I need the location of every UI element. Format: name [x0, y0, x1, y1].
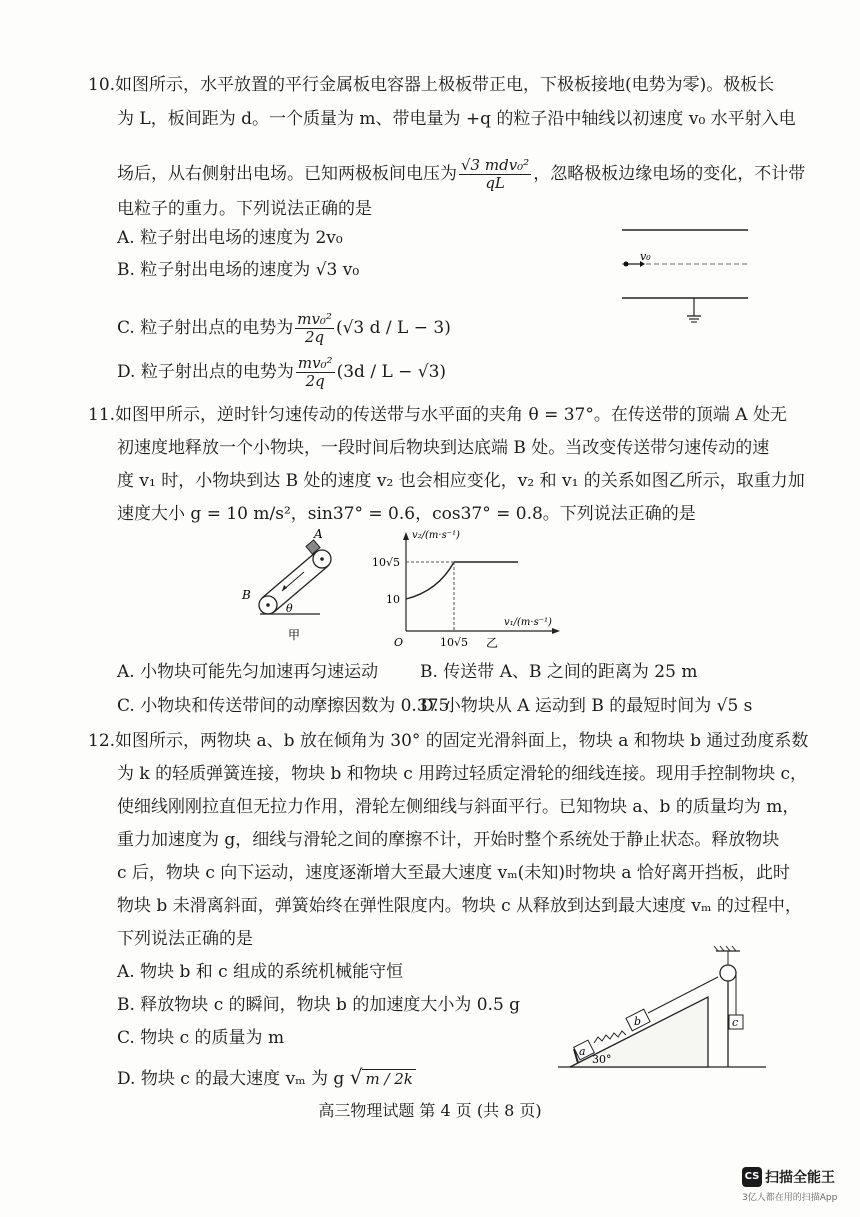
q12-line-7: 下列说法正确的是 [117, 929, 253, 949]
q12-incline-figure [548, 945, 770, 1075]
q10-line-1: 10.如图所示，水平放置的平行金属板电容器上极板带正电，下极板接地(电势为零)。极板长 [88, 75, 775, 95]
scanner-watermark [742, 1166, 852, 1203]
cs-logo-icon: CS [742, 1167, 762, 1187]
q10-voltage-denominator: qL [485, 174, 505, 192]
q10-line-3-end: ，忽略极板边缘电场的变化，不计带 [533, 164, 806, 184]
q11-graph [368, 526, 568, 651]
y-tick-1: 10√5 [372, 556, 401, 569]
brand-tagline: 3亿人都在用的扫描App [742, 1192, 838, 1203]
particle [624, 262, 629, 267]
q12-line-1: 12.如图所示，两物块 a、b 放在倾角为 30° 的固定光滑斜面上，物块 a 和物块 b 通过劲度系数 [88, 731, 809, 751]
q12-option-c: C. 物块 c 的质量为 m [117, 1028, 285, 1048]
q10-option-d-numerator: mv₀² [297, 354, 333, 372]
q10-option-a: A. 粒子射出电场的速度为 2v₀ [117, 228, 343, 248]
q10-option-c-denominator: 2q [305, 328, 325, 346]
q10-option-d-bracket: (3d / L − √3) [336, 362, 447, 382]
q10-voltage-numerator: √3 mdv₀² [461, 156, 530, 174]
q11-option-b: B. 传送带 A、B 之间的距离为 25 m [420, 662, 698, 682]
q12-line-6: 物块 b 未滑离斜面，弹簧始终在弹性限度内。物块 c 从释放到达到最大速度 vₘ 的过程中， [117, 896, 802, 916]
q11-conveyor-figure [238, 526, 348, 646]
q12-option-a: A. 物块 b 和 c 组成的系统机械能守恒 [117, 962, 404, 982]
x-tick-1: 10√5 [440, 636, 469, 649]
y-tick-2: 10 [386, 593, 400, 606]
q11-line-1: 11.如图甲所示，逆时针匀速传动的传送带与水平面的夹角 θ = 37°。在传送带的顶端 A 处无 [88, 405, 787, 425]
q10-line-3-start: 场后，从右侧射出电场。已知两极板间电压为 [117, 164, 457, 184]
x-axis-arrowhead [552, 628, 560, 634]
q10-option-d-fraction [296, 355, 335, 390]
q12-line-3: 使细线刚刚拉直但无拉力作用，滑轮左侧细线与斜面平行。已知物块 a、b 的质量均为 m， [117, 797, 800, 817]
q10-v0-label: v₀ [640, 250, 651, 263]
label-theta: θ [286, 602, 293, 615]
motion-arrowhead [282, 585, 287, 591]
angle-label: 30° [592, 1053, 612, 1066]
q10-option-c [117, 308, 451, 348]
top-roller-axle [320, 557, 324, 561]
incline [570, 997, 708, 1067]
q12-line-4: 重力加速度为 g，细线与滑轮之间的摩擦不计，开始时整个系统处于静止状态。释放物块 [117, 830, 780, 850]
q12-line-2: 为 k 的轻质弹簧连接，物块 b 和物块 c 用跨过轻质定滑轮的细线连接。现用手控制物块 c， [117, 764, 808, 784]
q10-line-4: 电粒子的重力。下列说法正确的是 [117, 199, 372, 219]
q11-option-c: C. 小物块和传送带间的动摩擦因数为 0.375 [117, 696, 450, 716]
y-axis-arrowhead [403, 532, 409, 540]
q10-option-c-fraction [295, 311, 334, 346]
q12-option-b: B. 释放物块 c 的瞬间，物块 b 的加速度大小为 0.5 g [117, 995, 521, 1015]
label-a: a [579, 1045, 586, 1058]
q10-option-c-bracket: (√3 d / L − 3) [335, 318, 451, 338]
q10-option-c-numerator: mv₀² [297, 310, 332, 328]
q11-line-4: 速度大小 g = 10 m/s²，sin37° = 0.6，cos37° = 0.8。下列说法正确的是 [117, 504, 696, 524]
ceiling-hatch [714, 946, 736, 951]
q11-option-a: A. 小物块可能先匀加速再匀速运动 [117, 662, 379, 682]
q10-voltage-fraction [459, 157, 531, 192]
block [306, 540, 320, 554]
q11-line-2: 初速度地释放一个小物块，一段时间后物块到达底端 B 处。当改变传送带匀速传动的速 [117, 438, 770, 458]
q12-option-d-text: D. 物块 c 的最大速度 vₘ 为 g [117, 1069, 345, 1089]
label-b: b [634, 1015, 642, 1028]
pulley [720, 965, 736, 981]
origin-label: O [394, 636, 404, 649]
label-a: A [314, 527, 323, 541]
label-c: c [732, 1016, 739, 1029]
q10-option-c-text: C. 粒子射出点的电势为 [117, 318, 294, 338]
v2-curve [406, 562, 454, 599]
label-jia: 甲 [288, 628, 301, 642]
page-footer: 高三物理试题 第 4 页 (共 8 页) [318, 1101, 542, 1120]
q12-line-5: c 后，物块 c 向下运动，速度逐渐增大至最大速度 vₘ(未知)时物块 a 恰好离开挡板，此时 [117, 863, 790, 883]
radical-content: m / 2k [362, 1069, 415, 1088]
y-axis-label: v₂/(m·s⁻¹) [412, 530, 460, 541]
q10-option-d [117, 352, 446, 392]
q10-option-b: B. 粒子射出电场的速度为 √3 v₀ [117, 260, 360, 280]
x-axis-label: v₁/(m·s⁻¹) [504, 617, 552, 628]
bottom-roller-axle [266, 603, 270, 607]
belt-upper [262, 552, 316, 598]
q10-line-3 [117, 154, 805, 194]
q10-line-2: 为 L，板间距为 d。一个质量为 m、带电量为 +q 的粒子沿中轴线以初速度 v₀ 水平射入电 [117, 109, 796, 129]
q10-option-d-text: D. 粒子射出点的电势为 [117, 362, 294, 382]
radical-sign: √ [349, 1065, 363, 1089]
label-yi: 乙 [486, 636, 499, 650]
q10-option-d-denominator: 2q [305, 372, 325, 390]
q10-capacitor-figure [610, 220, 760, 330]
belt-lower [274, 566, 328, 612]
q11-option-d: D. 小物块从 A 运动到 B 的最短时间为 √5 s [420, 696, 753, 716]
q12-option-d [117, 1062, 416, 1094]
label-b: B [242, 588, 251, 602]
q11-line-3: 度 v₁ 时，小物块到达 B 处的速度 v₂ 也会相应变化，v₂ 和 v₁ 的关系如图乙所示，取重力加 [117, 471, 805, 491]
brand-name: 扫描全能王 [765, 1169, 835, 1186]
